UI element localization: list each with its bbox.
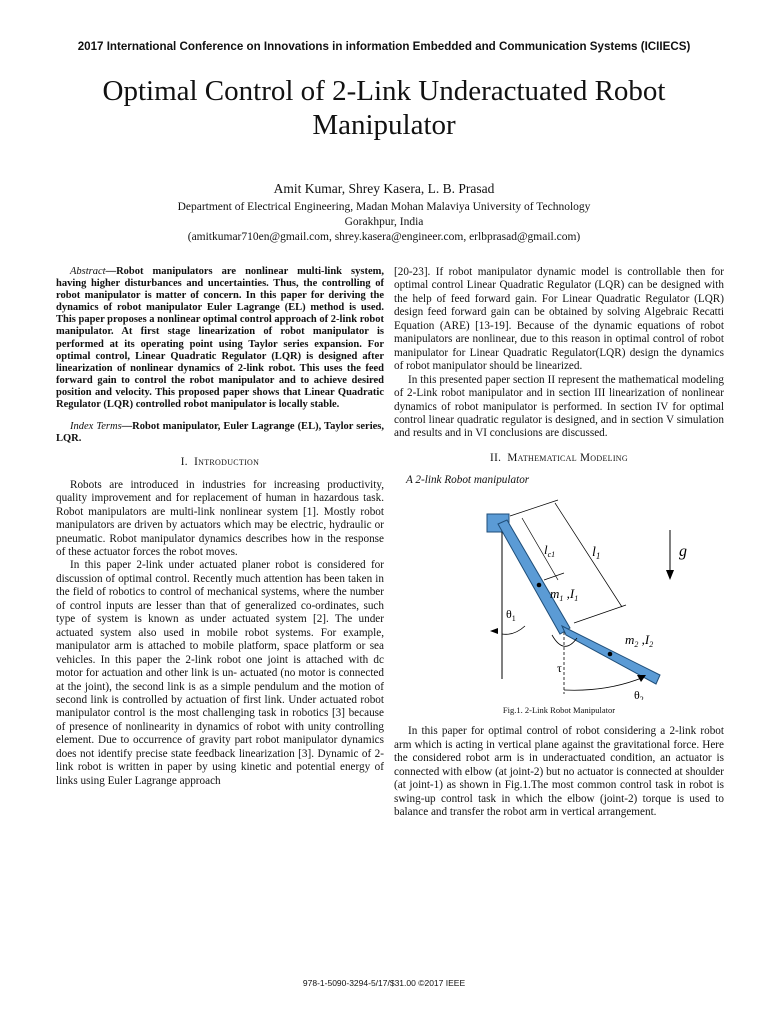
theta1-arrowhead xyxy=(490,628,498,634)
index-terms-label: Index Terms xyxy=(70,421,122,433)
page-footer: 978-1-5090-3294-5/17/$31.00 ©2017 IEEE xyxy=(302,978,466,988)
label-theta1: $\theta_1$ xyxy=(506,606,516,623)
label-m1-i1: $m_1$ $,I_1$ xyxy=(550,585,579,603)
left-column xyxy=(56,266,384,788)
section-title: Introduction xyxy=(194,456,260,469)
abstract-text: —Robot manipulators are nonlinear multi-link system, having higher disturbances and uncertainties. Thus, the controlling of robot manipulator is matter of concern. In this paper for deriving the dynamics of robot manipulator Euler Lagrange (EL) method is used. This paper proposes a nonlinear optimal control approach of 2-link robot manipulator. At first stage linearization of robot manipulator is performed at its operating point using Taylor series expansion. For optimal control, Linear Quadratic Regulator (LQR) is designed after linearization of nonlinear dynamics of 2-link robot. This uses the feed forward gain to control the robot manipulator and to achieve desired position and velocity. This proposed paper shows that Linear Quadratic Regulator (LQR) controlled robot manipulator is locally stable. xyxy=(56,266,384,411)
dim-extension xyxy=(510,500,558,516)
label-g: g xyxy=(679,542,687,560)
intro-paragraph: In this paper 2-link under actuated planer robot is considered for discussion of optimal control. Recently much attention has been taken in the field of robotics to control of mechanical systems, where the number of control inputs are lesser than that of generalized co-ordinates, such type of system is known as under actuated system [2]. The under actuated system also used in mobile robot systems. For example, manipulator arm is attached to mobile platform, space platform or sea vehicles. In this paper the 2-link robot one joint is attached with dc motor for actuation and other link is un- actuated (no motor is connected at the joint), the second link is as a simple pendulum and the motion of second link is controlled by actuation of first link. Under actuated robot manipulator control is the most challenging task in robotics [3] because of presence of nonlinearity in dynamics of robot with unity controlling element. Due to occurrence of gravity part robot manipulator dynamics does not identify precise state feedback linearization [3]. Dynamic of 2-link robot is written in paper by using kinetic and potential energy of links using Euler Lagrange approach xyxy=(56,559,384,787)
robot-figure xyxy=(394,494,724,700)
section-heading-introduction xyxy=(56,456,384,469)
label-m2-i2: $m_2$ $,I_2$ xyxy=(625,631,654,649)
com-dot-1 xyxy=(537,582,542,587)
theta2-arrowhead xyxy=(637,675,646,682)
index-terms-text: —Robot manipulator, Euler Lagrange (EL), Taylor series, LQR. xyxy=(56,421,384,445)
section-number: II. xyxy=(490,451,502,464)
gravity-arrowhead xyxy=(666,570,674,580)
index-terms xyxy=(56,421,384,445)
subsection-heading: A 2-link Robot manipulator xyxy=(406,474,530,487)
label-theta2: $\theta_2$ xyxy=(634,687,644,700)
intro-paragraph: Robots are introduced in industries for increasing productivity, quality improvement and for replacement of human in hazardous task. Robot manipulators are multi-link nonlinear system [1]. Mostly robot manipulators are driven by actuators which may be electric, hydraulic or pneumatic. Robot manipulator dynamics describes how in the response of these actuator forces the robot moves. xyxy=(56,478,384,559)
authors: Amit Kumar, Shrey Kasera, L. B. Prasad xyxy=(273,181,495,196)
section-title: Mathematical Modeling xyxy=(507,451,628,464)
conference-header: 2017 International Conference on Innovations in information Embedded and Communication Systems (ICIIECS) xyxy=(77,40,691,53)
dim-extension xyxy=(574,605,626,623)
robot-manipulator-diagram xyxy=(394,494,724,700)
section-number: I. xyxy=(180,456,188,469)
affiliation-emails: (amitkumar710en@gmail.com, shrey.kasera@engineer.com, erlbprasad@gmail.com) xyxy=(187,231,581,243)
abstract-label: Abstract xyxy=(70,266,106,277)
affiliation-city: Gorakhpur, India xyxy=(344,216,424,228)
body-paragraph: In this presented paper section II represent the mathematical modeling of 2-Link robot manipulator and in section III linearization of nonlinear dynamics of robot manipulator is performed. In section IV for optimal control linear quadratic regulator is designed, and in section V simulation and results and in VI conclusions are discussed. xyxy=(394,373,724,440)
section-heading-modeling xyxy=(394,452,724,465)
dim-extension xyxy=(544,573,564,580)
theta2-arc xyxy=(564,677,644,690)
com-dot-2 xyxy=(608,651,613,656)
body-paragraph: In this paper for optimal control of robot considering a 2-link robot arm which is acting in vertical plane against the gravitational force. Here the considered robot arm is in underactuated condition, an actuator is connected with elbow (at joint-2) but no actuator is connected at shoulder (at joint-1) as shown in Fig.1.The most common control task in robot is swing-up control task in which the elbow (joint-2) torque is used to balance and transfer the robot arm in vertical arrangement. xyxy=(394,725,724,818)
affiliation xyxy=(0,200,768,245)
theta1-arc xyxy=(502,626,525,634)
label-tau: τ xyxy=(557,660,562,675)
abstract xyxy=(56,266,384,411)
label-l1: $l_1$ xyxy=(592,544,601,561)
figure-caption: Fig.1. 2-Link Robot Manipulator xyxy=(502,704,616,715)
affiliation-department: Department of Electrical Engineering, Madan Mohan Malaviya University of Technology xyxy=(177,201,591,213)
body-paragraph: [20-23]. If robot manipulator dynamic model is controllable then for optimal control Linear Quadratic Regulator (LQR) can be designed with the help of feed forward gain. For Linear Quadratic Regulator (LQR) design feed forward gain can be obtained by solving Algebraic Recatti Equation (ARE) [13-19]. Because of the dynamic equations of robot manipulators are nonlinear, due to this reason in optimal control of robot manipulator for Linear Quadratic Regulator(LQR) design the dynamics of robot manipulator should be linearized. xyxy=(394,266,724,373)
right-column xyxy=(394,266,724,819)
label-lc1: $l_{c1}$ xyxy=(544,541,556,559)
paper-title: Optimal Control of 2-Link Underactuated Robot Manipulator xyxy=(102,75,666,141)
